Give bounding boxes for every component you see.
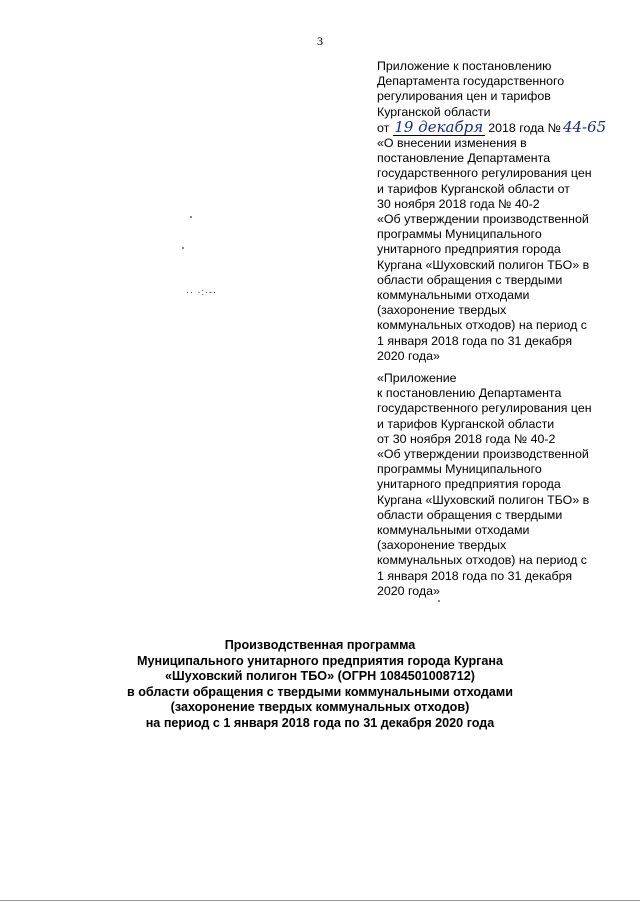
appendix-line: коммунальных отходов) на период с (377, 318, 587, 333)
appendix-line: государственного регулирования цен (377, 166, 592, 181)
appendix-line: программы Муниципального (377, 227, 542, 242)
appendix-line: коммунальными отходами (377, 288, 530, 303)
program-title-line: в области обращения с твердыми коммунальными отходами (127, 684, 513, 699)
appendix-line: области обращения с твердыми (377, 507, 563, 522)
appendix-line: (захоронение твердых (377, 538, 507, 553)
program-title-line: на период с 1 января 2018 года по 31 декабря 2020 года (145, 715, 495, 730)
year-text: 2018 года № (488, 120, 561, 135)
appendix-line: программы Муниципального (377, 462, 542, 477)
appendix-line: государственного регулирования цен (377, 401, 592, 416)
appendix-line: (захоронение твердых (377, 303, 507, 318)
appendix-line: 2020 года» (377, 348, 440, 363)
appendix-line: Курганской области (377, 104, 491, 119)
appendix-line: Кургана «Шуховский полигон ТБО» в (377, 257, 590, 272)
appendix-line: унитарного предприятия города (377, 242, 561, 257)
program-title (0, 638, 640, 732)
handwritten-date: 19 декабря (394, 117, 484, 136)
appendix-line: унитарного предприятия города (377, 477, 561, 492)
scan-dot (190, 216, 192, 218)
appendix-line: «Об утверждении производственной (377, 212, 589, 227)
date-prefix: от (377, 120, 390, 135)
appendix-line: 30 ноября 2018 года № 40-2 (377, 196, 540, 211)
appendix-line: Департамента государственного (377, 74, 565, 89)
appendix-line: от 30 ноября 2018 года № 40-2 (377, 431, 556, 446)
appendix-line: и тарифов Курганской области от (377, 181, 570, 196)
appendix-line: постановление Департамента (377, 151, 551, 166)
appendix-line: к постановлению Департамента (377, 386, 562, 401)
scan-artifact: ·· ·:·-· (186, 287, 217, 297)
appendix-line: коммунальных отходов) на период с (377, 553, 587, 568)
page-number: 3 (317, 34, 323, 48)
appendix-line: и тарифов Курганской области (377, 416, 555, 431)
appendix-header-primary (377, 59, 622, 364)
program-title-line: Муниципального унитарного предприятия города Кургана (136, 653, 504, 668)
program-title-line: Производственная программа (224, 638, 416, 652)
appendix-line: 2020 года» (377, 583, 440, 598)
appendix-line: «О внесении изменения в (377, 136, 527, 151)
appendix-line: области обращения с твердыми (377, 272, 563, 287)
program-title-line: «Шуховский полигон ТБО» (ОГРН 1084501008712) (165, 669, 475, 684)
appendix-line: 1 января 2018 года по 31 декабря (377, 568, 573, 583)
handwritten-number: 44-65 (562, 117, 607, 136)
appendix-line: «Приложение (377, 371, 457, 385)
appendix-line: 1 января 2018 года по 31 декабря (377, 333, 573, 348)
appendix-date-line (377, 117, 622, 136)
appendix-line: «Об утверждении производственной (377, 447, 589, 462)
appendix-header-secondary (377, 371, 622, 599)
page-edge (0, 900, 640, 901)
scan-dot (438, 600, 440, 602)
appendix-line: коммунальными отходами (377, 523, 530, 538)
program-title-line: (захоронение твердых коммунальных отходов) (170, 700, 470, 715)
appendix-line: Кургана «Шуховский полигон ТБО» в (377, 492, 590, 507)
appendix-line: регулирования цен и тарифов (377, 89, 551, 104)
appendix-line: Приложение к постановлению (377, 59, 552, 73)
scan-dot (182, 247, 184, 249)
